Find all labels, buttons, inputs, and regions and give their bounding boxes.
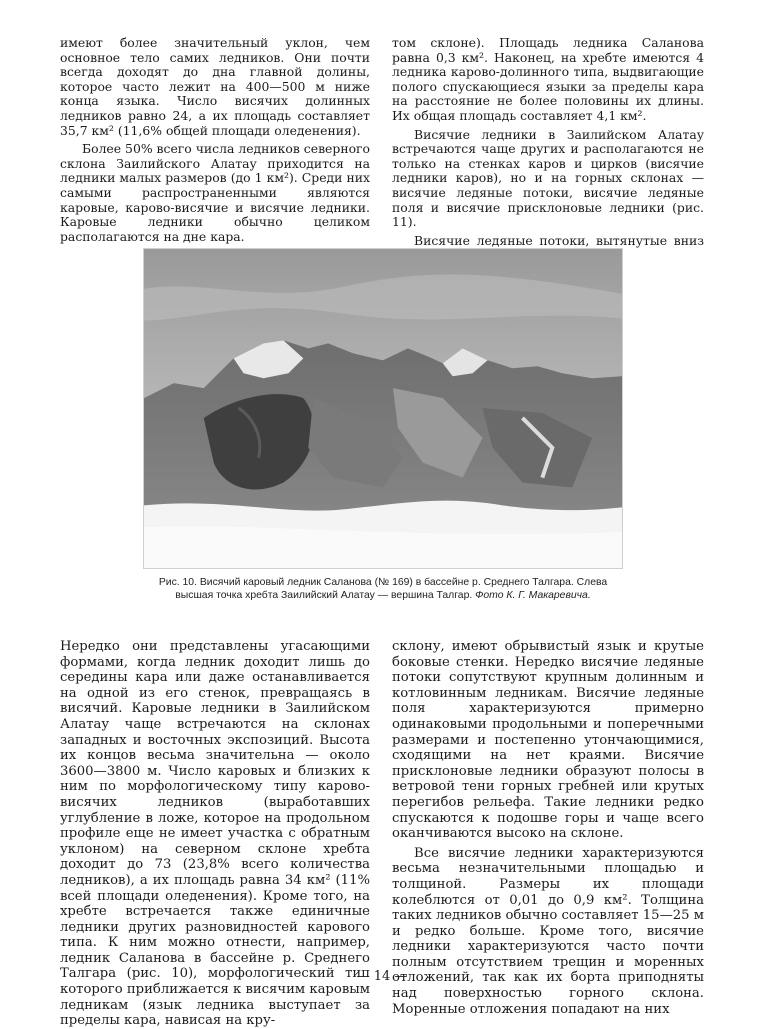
paragraph: том склоне). Площадь ледника Саланова равна 0,3 км². Наконец, на хребте имеются 4 ледника карово-долинного типа, выдвигающие полого спускающиеся языки за пределы кара на расстояние не более половины их длины. Их общая площадь составляет 4,1 км². bbox=[392, 35, 704, 123]
caption-main: Рис. 10. Висячий каровый ледник Саланова (№ 169) в бассейне р. Среднего Талгара. Слева высшая точка хребта Заилийский Алатау — вершина Талгар. bbox=[158, 577, 608, 601]
mountain-photo-illustration bbox=[144, 249, 622, 568]
paragraph: Висячие ледяные потоки, вытянутые вниз bbox=[414, 232, 704, 248]
paragraph: Более 50% всего числа ледников северного склона Заилийского Алатау приходится на ледники малых размеров (до 1 км²). Среди них самыми распространенными являются каровые, карово-висячие и висячие ледники. Каровые ледники обычно целиком располагаются на дне кара. bbox=[60, 141, 370, 244]
paragraph: склону, имеют обрывистый язык и крутые боковые стенки. Нередко висячие ледяные потоки сопутствуют крупным долинным и котловинным ледникам. Висячие ледяные поля характеризуются примерно одинаковыми продольными и поперечными размерами и постепенно утончающимися, сходящими на нет краями. Висячие присклоновые ледники образуют полосы в ветровой тени горных гребней или крутых перегибов рельефа. Такие ледники редко спускаются к подошве горы и чаще всего оканчиваются высоко на склоне. bbox=[392, 639, 704, 842]
figure-caption bbox=[143, 576, 623, 602]
figure-photo-mountains bbox=[143, 248, 623, 569]
page-number: — 14 — bbox=[356, 969, 408, 984]
paragraph: Нередко они представлены угасающими формами, когда ледник доходит лишь до середины кара или даже останавливается на одной из его стенок, превращаясь в висячий. Каровые ледники в Заилийском Алатау чаще встречаются на склонах западных и восточных экспозиций. Высота их концов весьма значительна — около 3600—3800 м. Число каровых и близких к ним по морфологическому типу карово-висячих ледников (выработавших углубление в ложе, которое на продольном профиле еще не имеет участка с обратным уклоном) на северном склоне хребта доходит до 73 (23,8% всего количества ледников), а их площадь равна 34 км² (11% всей площади оледенения). Кроме того, на хребте встречается также единичные ледники других разновидностей карового типа. К ним можно отнести, например, ледник Саланова в бассейне р. Среднего Талгара (рис. 10), морфологический тип которого приближается к висячим каровым ледникам (язык ледника выступает за пределы кара, нависая на кру- bbox=[60, 639, 370, 1029]
text-column-top-right bbox=[392, 36, 704, 263]
text-column-top-left bbox=[60, 36, 370, 244]
text-column-bottom-right bbox=[392, 639, 704, 1017]
paragraph: Все висячие ледники характеризуются весьма незначительными площадью и толщиной. Размеры их площади колеблются от 0,01 до 0,9 км². Толщина таких ледников обычно составляет 15—25 м и редко больше. Кроме того, висячие ледники характеризуются часто почти полным отсутствием трещин и моренных отложений, так как их борта приподняты над поверхностью горного склона. Моренные отложения попадают на них bbox=[392, 845, 704, 1017]
paragraph: Висячие ледники в Заилийском Алатау встречаются чаще других и располагаются не только на стенках каров и цирков (висячие ледники каров), но и на горных склонах — висячие ледяные потоки, висячие ледяные поля и висячие присклоновые ледники (рис. 11). bbox=[392, 126, 704, 230]
paragraph: имеют более значительный уклон, чем основное тело самих ледников. Они почти всегда доходят до дна главной долины, которое часто лежит на 400—500 м ниже конца языка. Число висячих долинных ледников равно 24, а их площадь составляет 35,7 км² (11,6% общей площади оледенения). bbox=[60, 35, 370, 138]
caption-credit: Фото К. Г. Макаревича. bbox=[475, 590, 591, 601]
